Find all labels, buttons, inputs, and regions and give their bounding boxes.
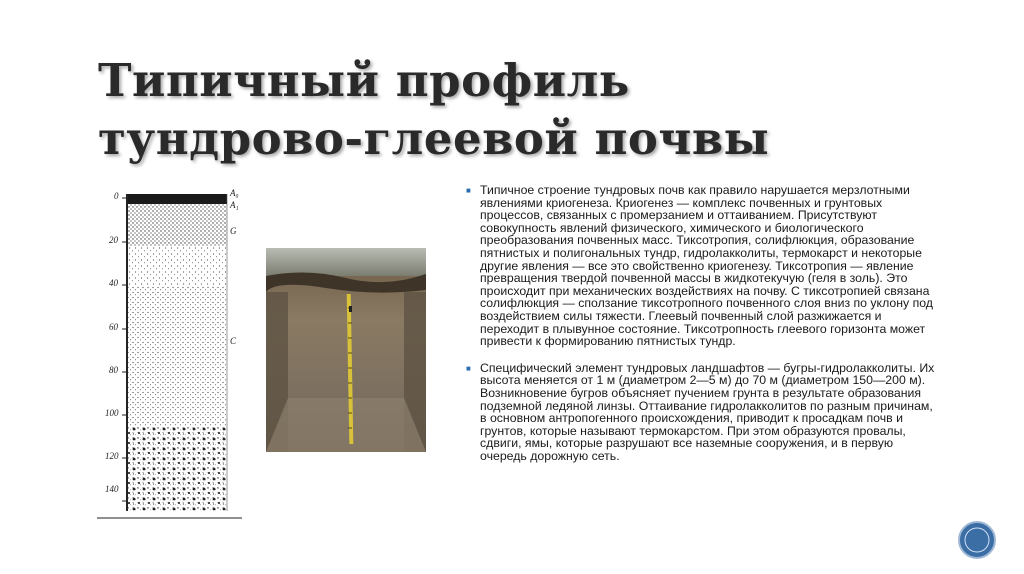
nav-circle-icon — [960, 523, 994, 557]
title-line-1: Типичный профиль — [98, 54, 630, 107]
soil-pit-photo-svg — [266, 248, 426, 452]
bullet-icon: ■ — [466, 363, 471, 373]
depth-label-40: 40 — [109, 278, 118, 288]
paragraph-hydrolaccoliths — [466, 362, 936, 463]
horizon-label-a0: A₀ — [230, 188, 239, 198]
depth-label-80: 80 — [109, 365, 118, 375]
depth-label-20: 20 — [109, 235, 118, 245]
paragraph-cryogenesis — [466, 184, 936, 348]
next-slide-button[interactable] — [958, 521, 996, 559]
body-text — [466, 184, 936, 476]
horizon-label-g: G — [230, 226, 237, 236]
depth-label-100: 100 — [105, 408, 119, 418]
soil-pit-photo — [266, 248, 426, 452]
paragraph-text: Специфический элемент тундровых ландшафтов — бугры-гидролакколиты. Их высота меняется от 1 м (диаметром 2—5 м) до 70 м (диаметром 150—200 м). Возникновение бугров объясняет пучением грунта в результате образования подземной ледяной линзы. Оттаивание гидролакколитов по разным причинам, в основном антропогенного происхождения, приводит к просадкам почв и грунтов, которые называют термокарстом. При этом образуются провалы, сдвиги, ямы, которые разрушают все наземные сооружения, и в первую очередь дорожную сеть. — [480, 360, 935, 463]
horizon-label-a1: A₁ — [230, 200, 239, 210]
bullet-icon: ■ — [466, 186, 471, 195]
depth-label-120: 120 — [105, 451, 119, 461]
depth-label-140: 140 — [105, 484, 119, 494]
depth-label-0: 0 — [114, 191, 119, 201]
paragraph-text: Типичное строение тундровых почв как правило нарушается мерзлотными явлениями криогенеза. Криогенез — комплекс почвенных и грунтовых процессов, связанных с промерзанием и оттаиванием. Присутствуют совокупность явлений физического, химического и биологического преобразования почвенных масс. Тиксотропия, солифлюкция, образование пятнистых и полигональных тундр, гидролакколиты, термокарст и некоторые другие явления — все это свойственно криогенезу. Тиксотропия — явление превращения твердой почвенной массы в жидкотекучую (геля в золь). Это происходит при механических воздействиях на почву. С тиксотропией связана солифлюкция — сползание тиксотропного почвенного слоя вниз по уклону под воздействием силы тяжести. Глеевый почвенный слой разжижается и переходит в плывунное состояние. Тиксотропность глеевого горизонта может привести к формированию пятнистых тундр. — [480, 183, 933, 349]
soil-profile-drawing — [92, 186, 252, 522]
slide-title — [98, 52, 858, 168]
depth-label-60: 60 — [109, 322, 118, 332]
horizon-label-c: C — [230, 336, 237, 346]
title-line-2: тундрово-глеевой почвы — [98, 112, 770, 165]
